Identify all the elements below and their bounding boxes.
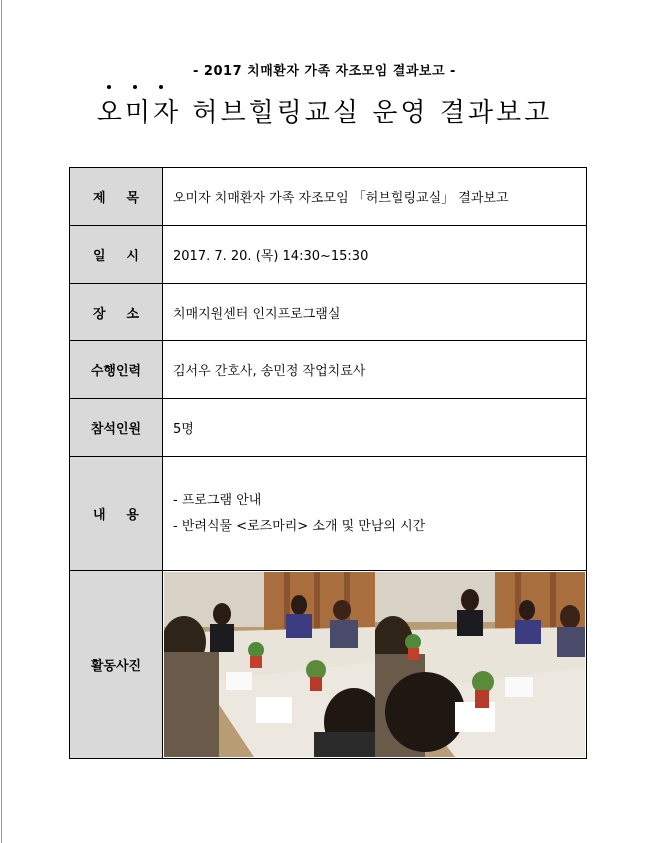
document-subtitle: - 2017 치매환자 가족 자조모임 결과보고 - [193,64,456,79]
emphasis-dot [159,85,163,89]
list-item: - 반려식물 <로즈마리> 소개 및 만남의 시간 [173,518,426,534]
place-value: 치매지원센터 인지프로그램실 [163,284,587,341]
row-label: 제 목 [70,168,163,226]
table-row-staff [70,341,587,399]
table-row-place [70,284,587,341]
row-label: 수행인력 [70,341,163,399]
row-label: 참석인원 [70,399,163,457]
attendees-value: 5명 [163,399,587,457]
row-label: 일 시 [70,226,163,284]
row-label: 활동사진 [70,571,163,759]
photos-cell [163,571,587,759]
emphasis-dot [107,85,111,89]
row-label: 내 용 [70,457,163,571]
table-row-photos [70,571,587,759]
activity-photo [164,572,375,757]
activity-photo [375,572,586,757]
staff-value: 김서우 간호사, 송민정 작업치료사 [163,341,587,399]
table-row-content [70,457,587,571]
subject-value: 오미자 치매환자 가족 자조모임 「허브힐링교실」 결과보고 [163,168,587,226]
document-title: 오미자 허브힐링교실 운영 결과보고 [96,98,553,128]
table-row-subject [70,168,587,226]
report-table [69,167,587,759]
list-item: - 프로그램 안내 [173,492,262,508]
datetime-value: 2017. 7. 20. (목) 14:30~15:30 [163,226,587,284]
content-value [163,457,587,571]
row-label: 장 소 [70,284,163,341]
table-row-datetime [70,226,587,284]
emphasis-dot [133,85,137,89]
table-row-attendees [70,399,587,457]
